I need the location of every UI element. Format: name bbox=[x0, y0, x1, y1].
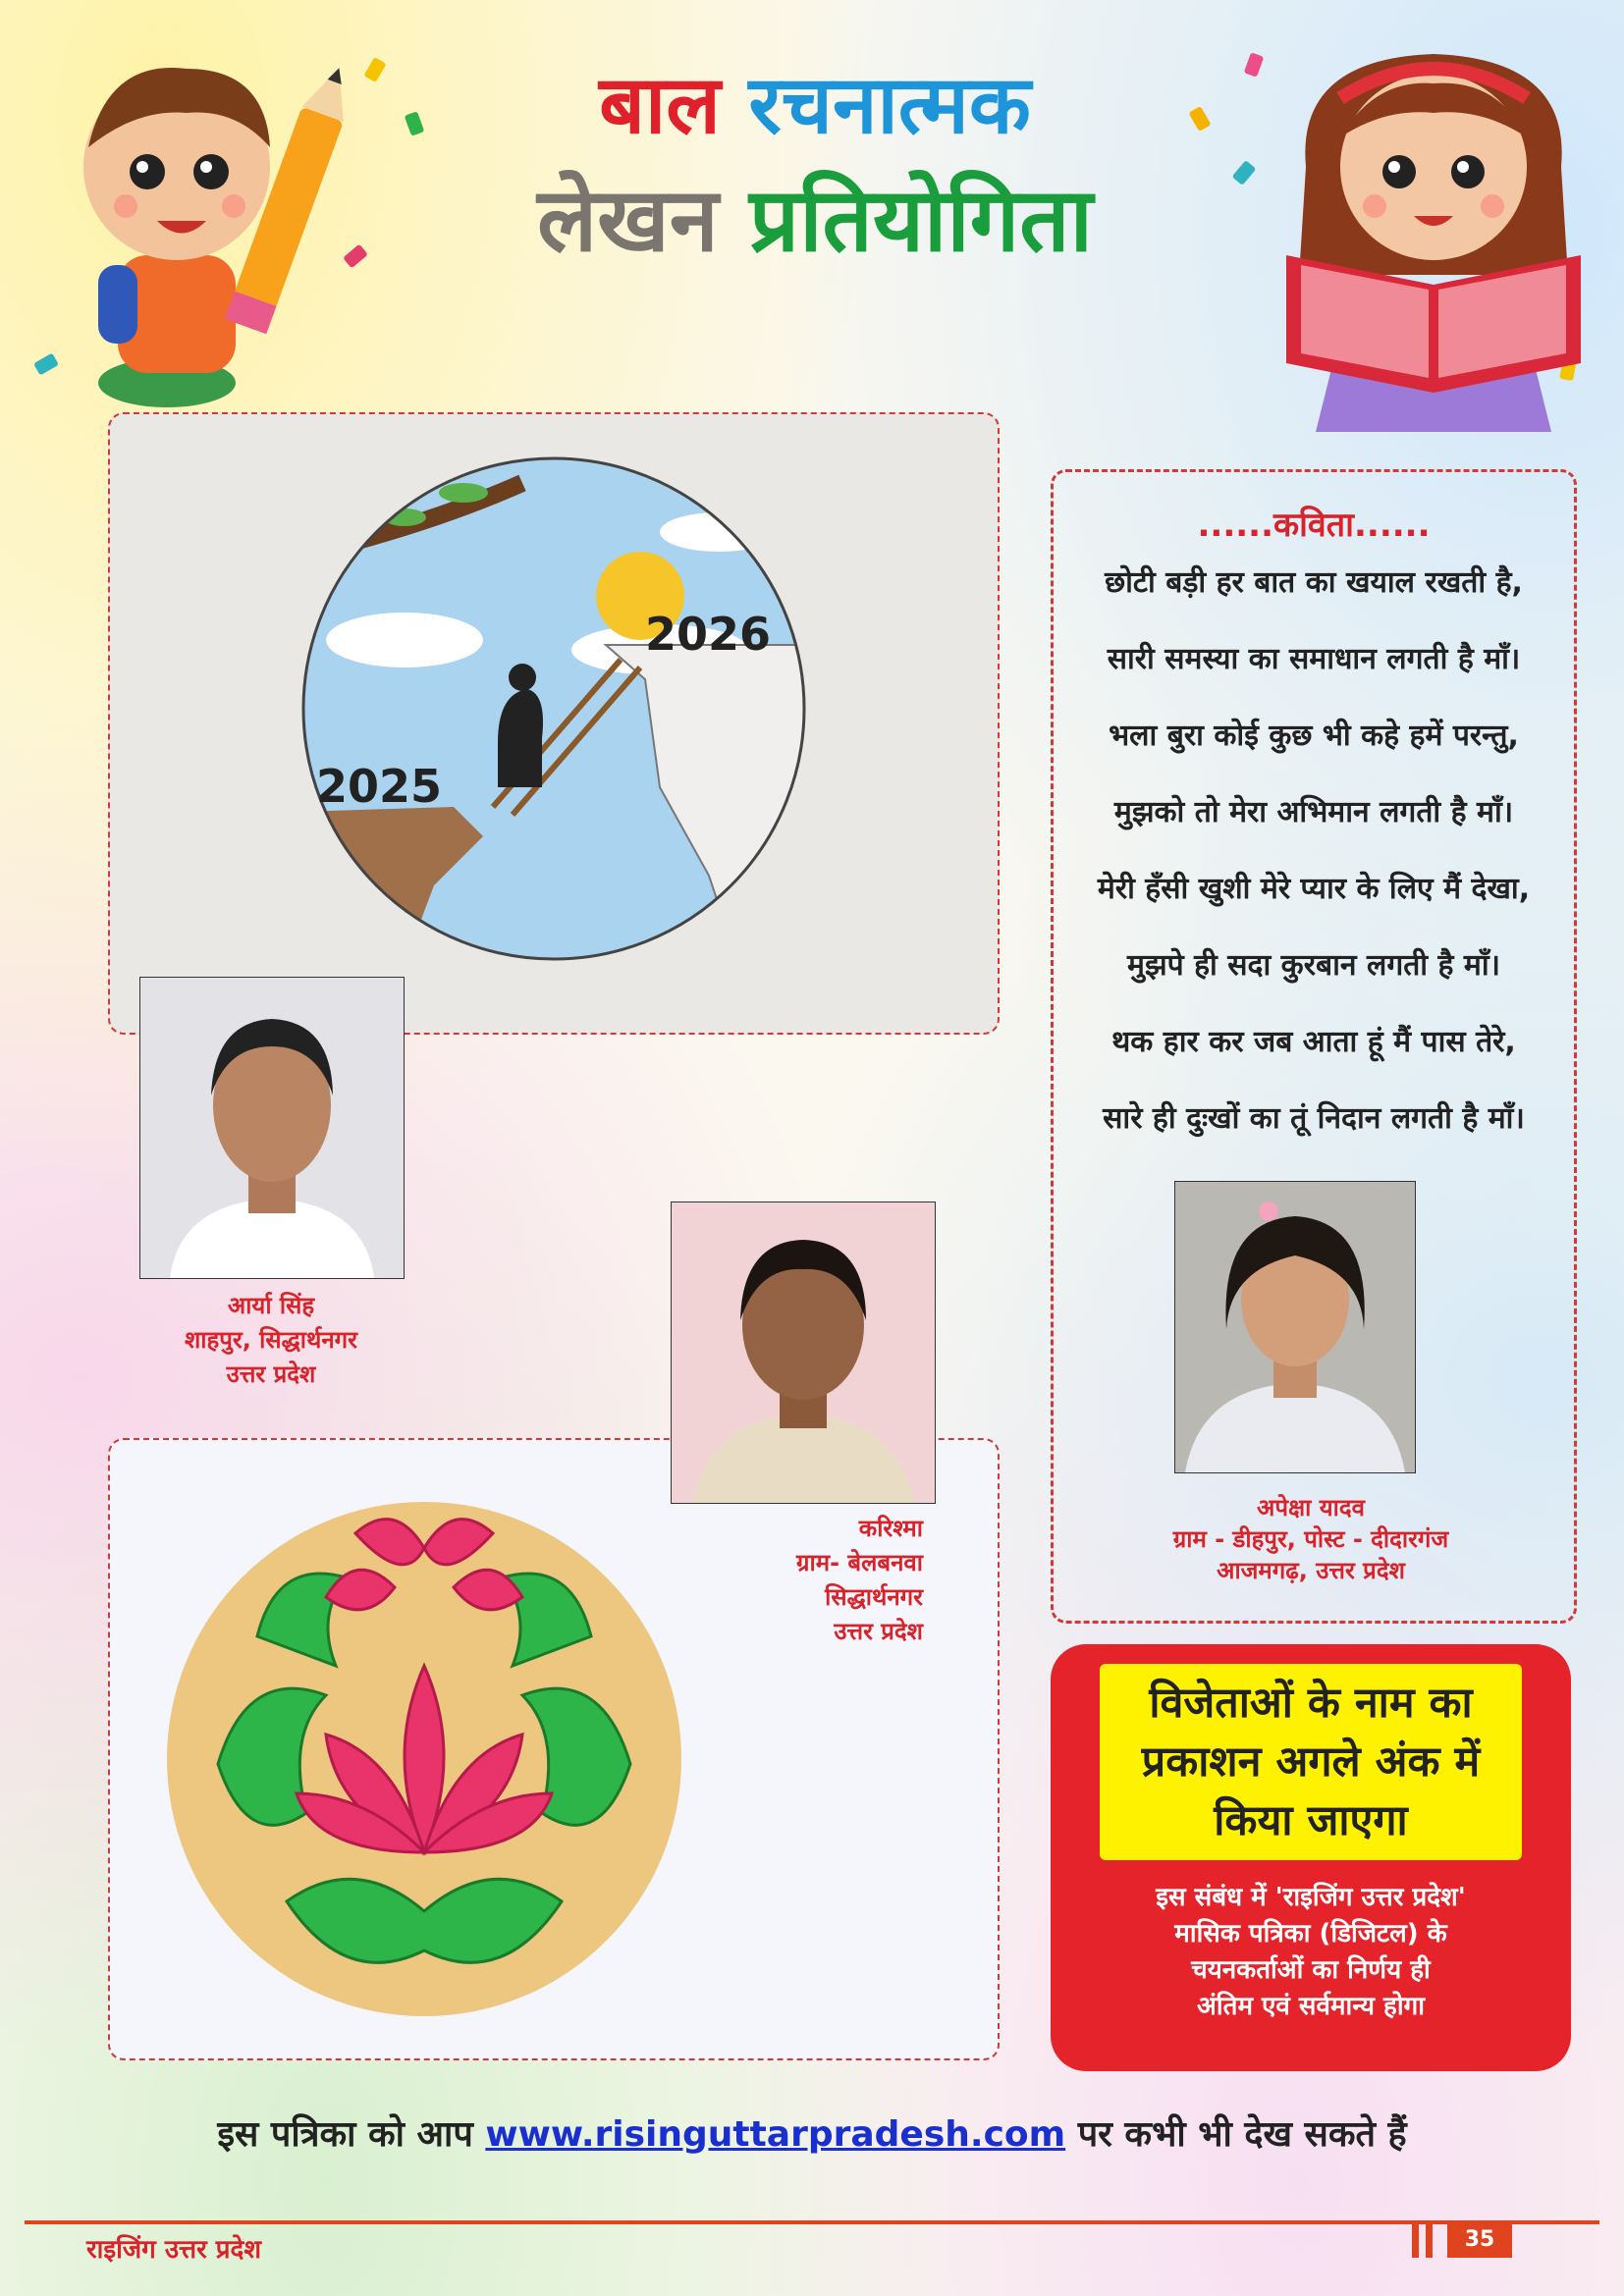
footer-divider bbox=[25, 2220, 1599, 2224]
footer-magazine-name: राइजिंग उत्तर प्रदेश bbox=[86, 2235, 262, 2265]
participant-2-photo bbox=[671, 1201, 936, 1504]
participant-2-name: करिश्मा bbox=[858, 1515, 923, 1542]
participant-3-address: ग्राम - डीहपुर, पोस्ट - दीदारगंज bbox=[1172, 1525, 1449, 1553]
poem-line: मेरी हँसी खुशी मेरे प्यार के लिए मैं देखा, bbox=[1097, 872, 1531, 906]
participant-3-caption bbox=[1056, 1492, 1566, 1586]
page-number: 35 bbox=[1447, 2222, 1512, 2258]
poem-line: छोटी बड़ी हर बात का खयाल रखती है, bbox=[1105, 565, 1523, 600]
participant-1-name: आर्या सिंह bbox=[227, 1292, 315, 1319]
page-title-line-1 bbox=[324, 47, 1306, 157]
participant-2-district: सिद्धार्थनगर bbox=[825, 1583, 923, 1611]
website-line bbox=[0, 2109, 1624, 2157]
poem-body bbox=[1054, 545, 1574, 1157]
notice-headline bbox=[1100, 1664, 1522, 1860]
winners-notice-box bbox=[1051, 1644, 1571, 2071]
boy-cartoon-illustration bbox=[49, 29, 353, 407]
poem-line: सारे ही दुःखों का तूं निदान लगती है माँ। bbox=[1103, 1101, 1525, 1136]
notice-headline-line: विजेताओं के नाम का bbox=[1149, 1679, 1473, 1728]
drawing-panel-new-year bbox=[108, 412, 1000, 1035]
notice-body-line: इस संबंध में 'राइजिंग उत्तर प्रदेश' bbox=[1156, 1883, 1466, 1912]
poem-heading: ......कविता...... bbox=[1197, 506, 1431, 545]
year-2026-text: 2026 bbox=[645, 608, 772, 661]
participant-3-name: अपेक्षा यादव bbox=[1257, 1494, 1365, 1522]
notice-body bbox=[1070, 1880, 1551, 2025]
title-word: लेखन bbox=[537, 169, 719, 272]
notice-headline-line: किया जाएगा bbox=[1214, 1796, 1408, 1845]
page-title-line-2 bbox=[324, 157, 1306, 277]
notice-body-line: मासिक पत्रिका (डिजिटल) के bbox=[1174, 1919, 1447, 1949]
participant-2-caption bbox=[687, 1512, 923, 1649]
participant-2-village: ग्राम- बेलबनवा bbox=[796, 1549, 923, 1576]
title-word: रचनात्मक bbox=[748, 59, 1031, 152]
participant-1-place: शाहपुर, सिद्धार्थनगर bbox=[184, 1326, 358, 1354]
poem-line: सारी समस्या का समाधान लगती है माँ। bbox=[1107, 642, 1521, 676]
participant-2-state: उत्तर प्रदेश bbox=[834, 1618, 923, 1645]
poem-line: मुझपे ही सदा कुरबान लगती है माँ। bbox=[1127, 948, 1500, 983]
participant-1-caption bbox=[137, 1289, 405, 1392]
year-2025-text: 2025 bbox=[316, 760, 443, 813]
website-prefix: इस पत्रिका को आप bbox=[217, 2114, 473, 2155]
notice-body-line: अंतिम एवं सर्वमान्य होगा bbox=[1197, 1992, 1425, 2021]
poem-line: थक हार कर जब आता हूं मैं पास तेरे, bbox=[1111, 1025, 1516, 1059]
new-year-drawing bbox=[110, 414, 998, 1033]
footer-bars-icon bbox=[1410, 2222, 1439, 2258]
girl-reading-cartoon-illustration bbox=[1267, 29, 1605, 442]
website-link[interactable]: www.risinguttarpradesh.com bbox=[485, 2114, 1066, 2155]
poem-line: मुझको तो मेरा अभिमान लगती है माँ। bbox=[1113, 795, 1514, 829]
notice-headline-line: प्रकाशन अगले अंक में bbox=[1141, 1737, 1481, 1787]
title-word: प्रतियोगिता bbox=[749, 169, 1093, 272]
participant-3-district: आजमगढ़, उत्तर प्रदेश bbox=[1217, 1557, 1405, 1584]
notice-body-line: चयनकर्ताओं का निर्णय ही bbox=[1191, 1955, 1431, 1985]
poem-line: भला बुरा कोई कुछ भी कहे हमें परन्तु, bbox=[1109, 719, 1519, 753]
title-word: बाल bbox=[599, 59, 721, 152]
participant-3-photo bbox=[1174, 1181, 1416, 1473]
participant-1-state: उत्तर प्रदेश bbox=[226, 1361, 316, 1388]
website-suffix: पर कभी भी देख सकते हैं bbox=[1077, 2114, 1407, 2155]
participant-1-photo bbox=[139, 977, 405, 1279]
